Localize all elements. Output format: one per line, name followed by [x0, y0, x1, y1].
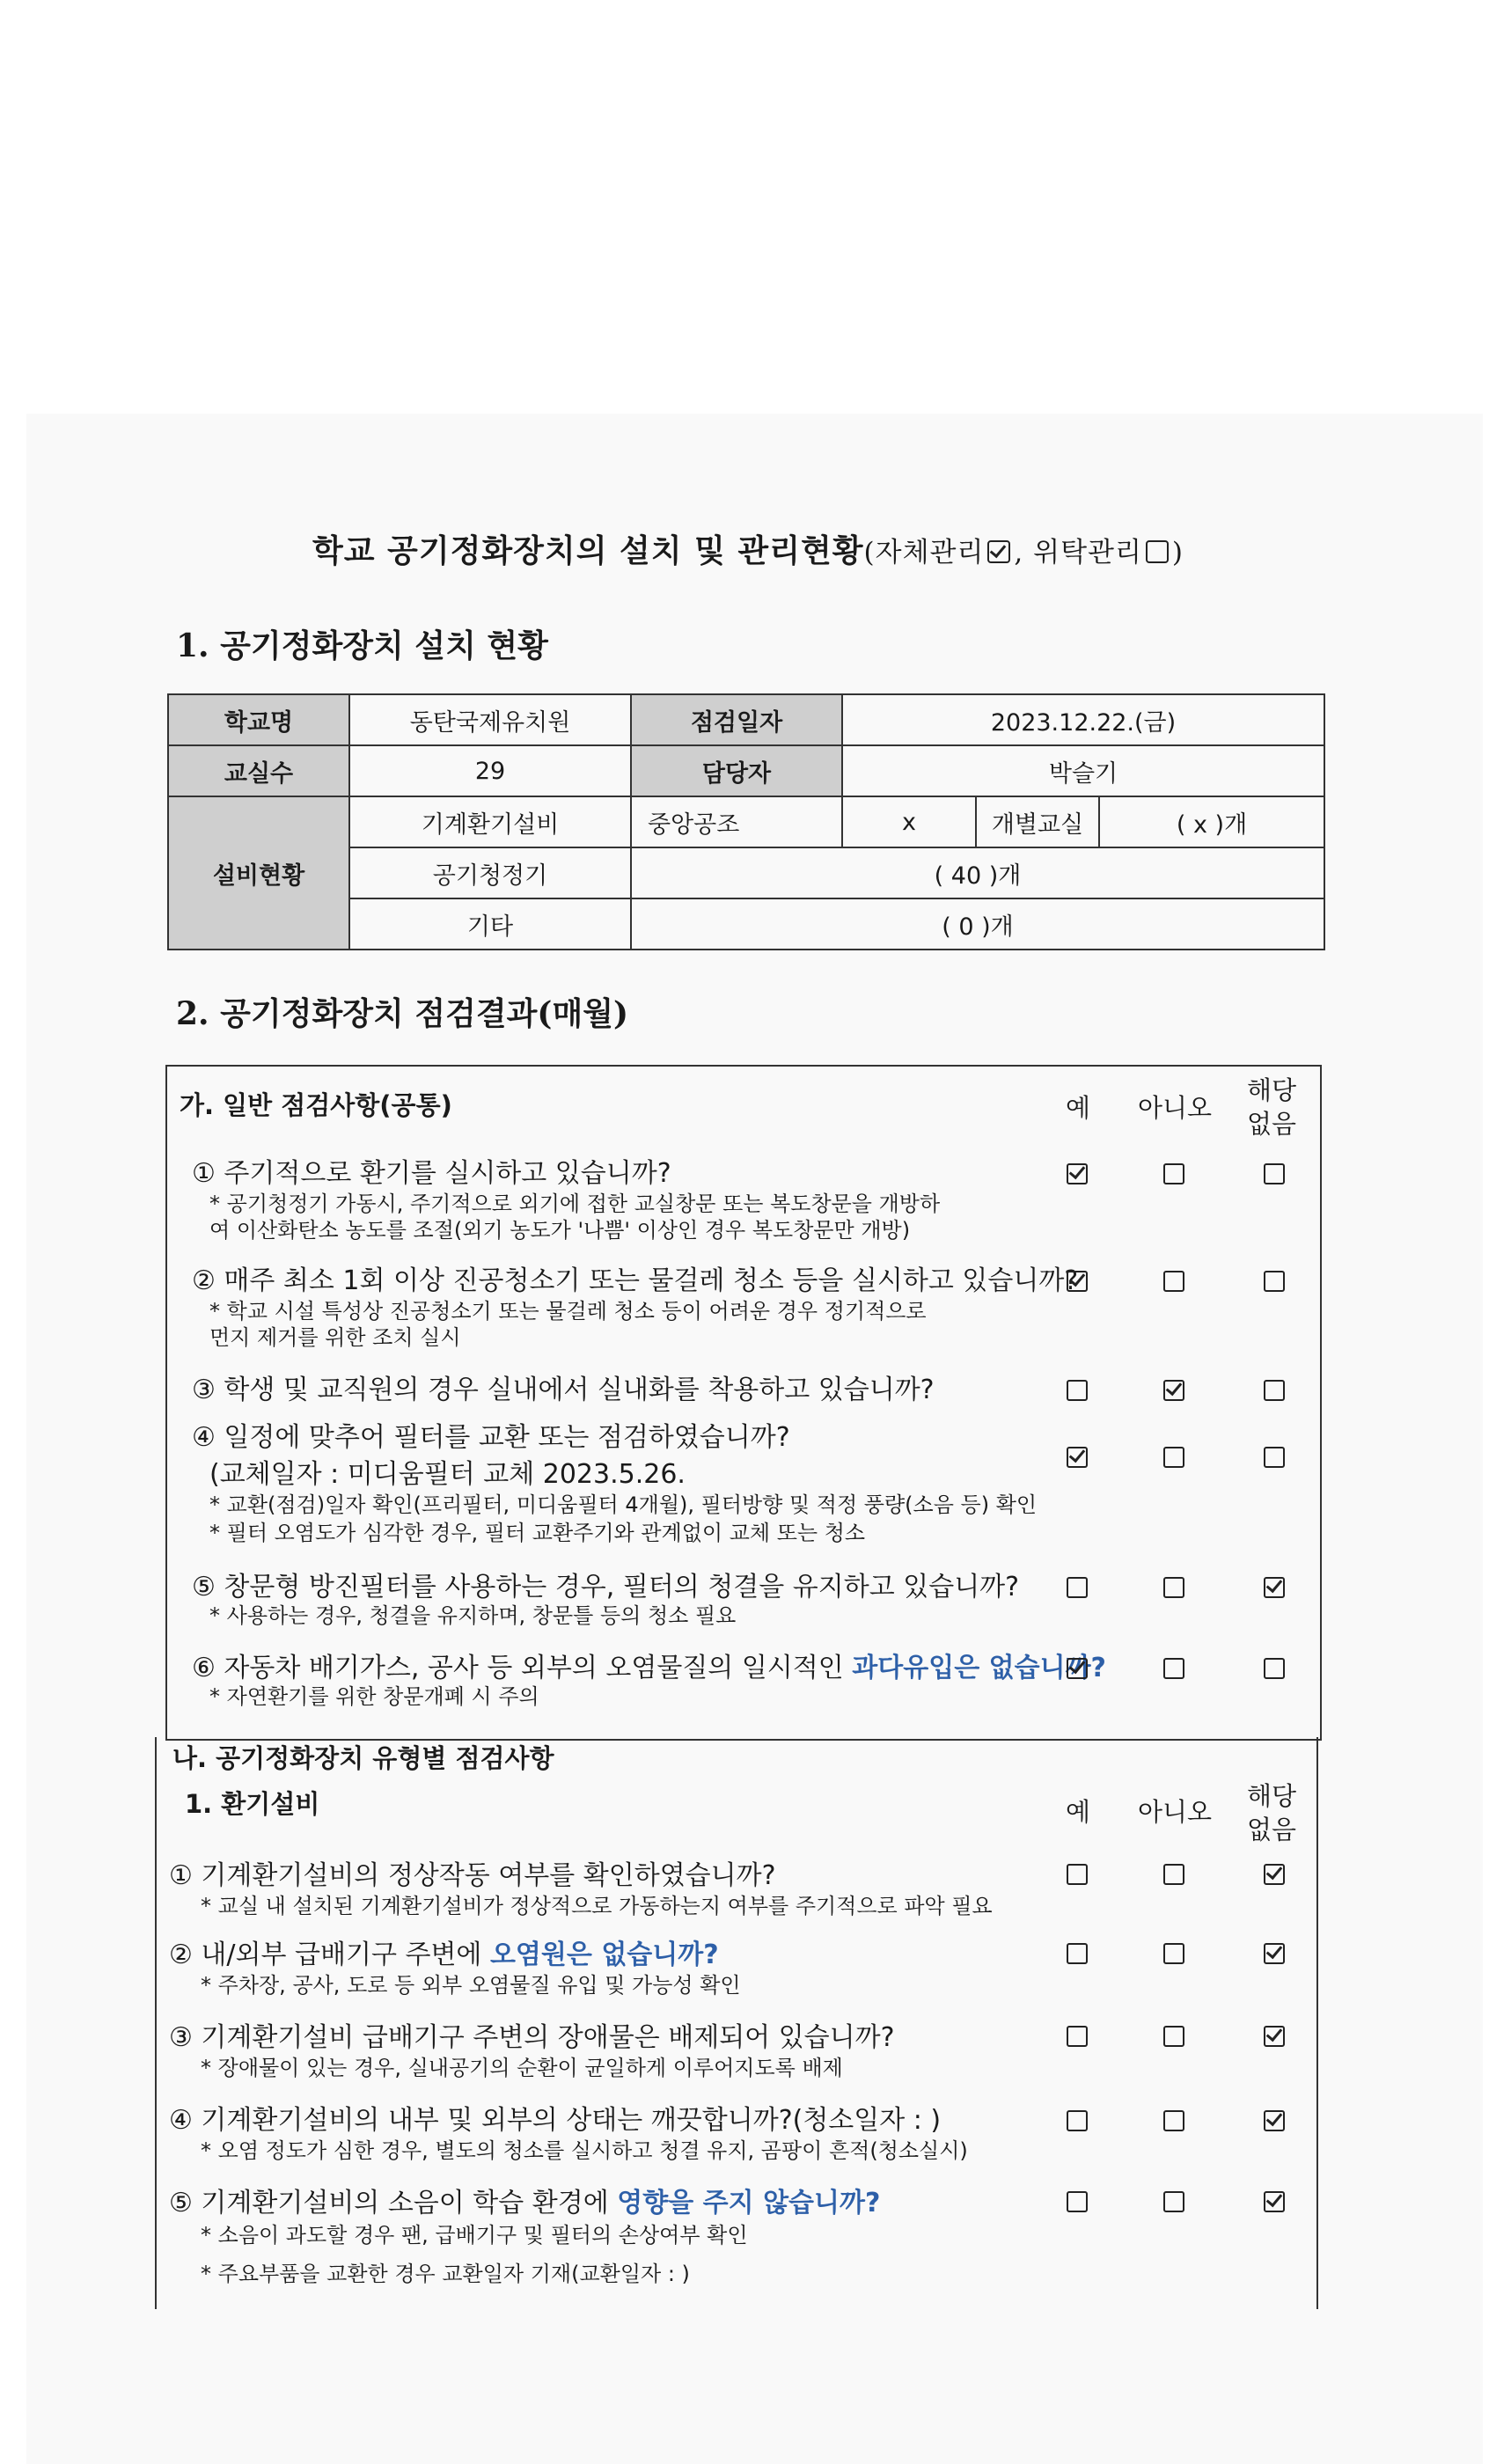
self-manage-label: (자체관리: [863, 537, 985, 568]
type-q1-note1: * 교실 내 설치된 기계환기설비가 정상적으로 가동하는지 여부를 주기적으로 파악 필요: [201, 1894, 993, 1918]
type-q1: ① 기계환기설비의 정상작동 여부를 확인하였습니까?: [169, 1860, 776, 1891]
type-q5-no-checkbox[interactable]: [1163, 2191, 1184, 2212]
general-q5-yes-checkbox[interactable]: [1067, 1577, 1088, 1598]
general-section-title: 가. 일반 점검사항(공통): [180, 1090, 452, 1120]
inspection-date: 2023.12.22.(금): [842, 694, 1324, 745]
general-q6-no-checkbox[interactable]: [1163, 1658, 1184, 1679]
type-q3: ③ 기계환기설비 급배기구 주변의 장애물은 배제되어 있습니까?: [169, 2022, 895, 2053]
col-yes-b: 예: [1065, 1797, 1090, 1827]
type-q5: ⑤ 기계환기설비의 소음이 학습 환경에 영향을 주지 않습니까?: [169, 2188, 881, 2218]
document-title: [0, 526, 1496, 571]
general-q6-note1: * 자연환기를 위한 창문개폐 시 주의: [209, 1684, 539, 1709]
type-q3-yes-checkbox[interactable]: [1067, 2026, 1088, 2047]
individual-label: 개별교실: [976, 796, 1099, 847]
general-q2-note1: * 학교 시설 특성상 진공청소기 또는 물걸레 청소 등이 어려운 경우 정기적으로: [209, 1299, 927, 1324]
general-q1-na-checkbox[interactable]: [1264, 1163, 1285, 1184]
type-q4-no-checkbox[interactable]: [1163, 2110, 1184, 2131]
general-q5-note1: * 사용하는 경우, 청결을 유지하며, 창문틀 등의 청소 필요: [209, 1603, 737, 1628]
type-q4-yes-checkbox[interactable]: [1067, 2110, 1088, 2131]
title-close: ): [1171, 537, 1184, 568]
central-label: 중앙공조: [631, 796, 842, 847]
general-q4-na-checkbox[interactable]: [1264, 1447, 1285, 1468]
col-na-b: 해당 없음: [1246, 1781, 1297, 1844]
outsource-label: , 위탁관리: [1014, 537, 1142, 568]
type-q5-yes-checkbox[interactable]: [1067, 2191, 1088, 2212]
type-q1-no-checkbox[interactable]: [1163, 1864, 1184, 1885]
inspection-date-label: 점검일자: [631, 694, 842, 745]
other-label: 기타: [349, 898, 631, 950]
title-main: 학교 공기정화장치의 설치 및 관리현황: [312, 532, 864, 569]
general-q2-yes-checkbox[interactable]: [1067, 1271, 1088, 1292]
equipment-label: 설비현황: [168, 796, 349, 950]
general-q2-note2: 먼지 제거를 위한 조치 실시: [209, 1325, 461, 1350]
general-q4-yes-checkbox[interactable]: [1067, 1447, 1088, 1468]
col-no: 아니오: [1137, 1093, 1213, 1123]
type-q3-note1: * 장애물이 있는 경우, 실내공기의 순환이 균일하게 이루어지도록 배제: [201, 2056, 843, 2080]
outsource-checkbox[interactable]: [1146, 540, 1169, 563]
general-q6-yes-checkbox[interactable]: [1067, 1658, 1088, 1679]
manager-label: 담당자: [631, 745, 842, 796]
col-na: 해당 없음: [1246, 1075, 1297, 1139]
school-name-label: 학교명: [168, 694, 349, 745]
type-q5-note1: * 소음이 과도할 경우 팬, 급배기구 및 필터의 손상여부 확인: [201, 2223, 748, 2248]
type-q2-na-checkbox[interactable]: [1264, 1943, 1285, 1964]
general-q1: ① 주기적으로 환기를 실시하고 있습니까?: [192, 1158, 671, 1189]
general-q3: ③ 학생 및 교직원의 경우 실내에서 실내화를 착용하고 있습니까?: [192, 1375, 935, 1405]
type-q2-no-checkbox[interactable]: [1163, 1943, 1184, 1964]
type-subsection-title: 1. 환기설비: [185, 1789, 320, 1819]
type-section-title: 나. 공기정화장치 유형별 점검사항: [172, 1743, 554, 1773]
general-q1-note1: * 공기청정기 가동시, 주기적으로 외기에 접한 교실창문 또는 복도창문을 개방하: [209, 1192, 941, 1216]
classroom-count: 29: [349, 745, 631, 796]
general-q3-yes-checkbox[interactable]: [1067, 1380, 1088, 1401]
general-q5-no-checkbox[interactable]: [1163, 1577, 1184, 1598]
general-q1-note2: 여 이산화탄소 농도를 조절(외기 농도가 '나쁨' 이상인 경우 복도창문만 개방): [209, 1218, 911, 1243]
col-yes: 예: [1065, 1093, 1090, 1123]
type-q3-no-checkbox[interactable]: [1163, 2026, 1184, 2047]
individual-value: ( x )개: [1099, 796, 1324, 847]
section2-heading: 2. 공기정화장치 점검결과(매월): [176, 995, 629, 1032]
col-no-b: 아니오: [1137, 1797, 1213, 1827]
general-q3-no-checkbox[interactable]: [1163, 1380, 1184, 1401]
school-name: 동탄국제유치원: [349, 694, 631, 745]
general-q5: ⑤ 창문형 방진필터를 사용하는 경우, 필터의 청결을 유지하고 있습니까?: [192, 1572, 1020, 1602]
manager-name: 박슬기: [842, 745, 1324, 796]
section1-heading: 1. 공기정화장치 설치 현황: [176, 627, 548, 664]
general-q2-na-checkbox[interactable]: [1264, 1271, 1285, 1292]
type-q4-note1: * 오염 정도가 심한 경우, 별도의 청소를 실시하고 청결 유지, 곰팡이 흔적(청소실시): [201, 2138, 968, 2163]
blank-margin: [0, 0, 1496, 414]
type-q5-note2: * 주요부품을 교환한 경우 교환일자 기재(교환일자 : ): [201, 2262, 690, 2286]
self-manage-checkbox[interactable]: [987, 540, 1010, 563]
other-value: ( 0 )개: [631, 898, 1324, 950]
air-purifier-value: ( 40 )개: [631, 847, 1324, 898]
central-value: x: [842, 796, 976, 847]
general-q4-note1: * 교환(점검)일자 확인(프리필터, 미디움필터 4개월), 필터방향 및 적정 풍량(소음 등) 확인: [209, 1492, 1038, 1517]
general-q6-na-checkbox[interactable]: [1264, 1658, 1285, 1679]
general-q4-no-checkbox[interactable]: [1163, 1447, 1184, 1468]
general-q2: ② 매주 최소 1회 이상 진공청소기 또는 물걸레 청소 등을 실시하고 있습니까?: [192, 1265, 1079, 1296]
type-q5-na-checkbox[interactable]: [1264, 2191, 1285, 2212]
type-q2-note1: * 주차장, 공사, 도로 등 외부 오염물질 유입 및 가능성 확인: [201, 1973, 741, 1998]
type-q4-na-checkbox[interactable]: [1264, 2110, 1285, 2131]
type-q2-yes-checkbox[interactable]: [1067, 1943, 1088, 1964]
type-q1-na-checkbox[interactable]: [1264, 1864, 1285, 1885]
air-purifier-label: 공기청정기: [349, 847, 631, 898]
type-q3-na-checkbox[interactable]: [1264, 2026, 1285, 2047]
type-q2: ② 내/외부 급배기구 주변에 오염원은 없습니까?: [169, 1940, 719, 1970]
general-q4-date: (교체일자 : 미디움필터 교체 2023.5.26.: [209, 1459, 686, 1490]
mech-vent-label: 기계환기설비: [349, 796, 631, 847]
general-q5-na-checkbox[interactable]: [1264, 1577, 1285, 1598]
general-q4: ④ 일정에 맞추어 필터를 교환 또는 점검하였습니까?: [192, 1422, 790, 1453]
installation-table: [167, 693, 1325, 950]
general-q4-note2: * 필터 오염도가 심각한 경우, 필터 교환주기와 관계없이 교체 또는 청소: [209, 1521, 866, 1545]
general-q1-yes-checkbox[interactable]: [1067, 1163, 1088, 1184]
type-q1-yes-checkbox[interactable]: [1067, 1864, 1088, 1885]
general-q2-no-checkbox[interactable]: [1163, 1271, 1184, 1292]
general-q6: ⑥ 자동차 배기가스, 공사 등 외부의 오염물질의 일시적인 과다유입은 없습니까?: [192, 1653, 1106, 1683]
type-q4: ④ 기계환기설비의 내부 및 외부의 상태는 깨끗합니까?(청소일자 : ): [169, 2105, 942, 2136]
general-q3-na-checkbox[interactable]: [1264, 1380, 1285, 1401]
classroom-count-label: 교실수: [168, 745, 349, 796]
general-q1-no-checkbox[interactable]: [1163, 1163, 1184, 1184]
